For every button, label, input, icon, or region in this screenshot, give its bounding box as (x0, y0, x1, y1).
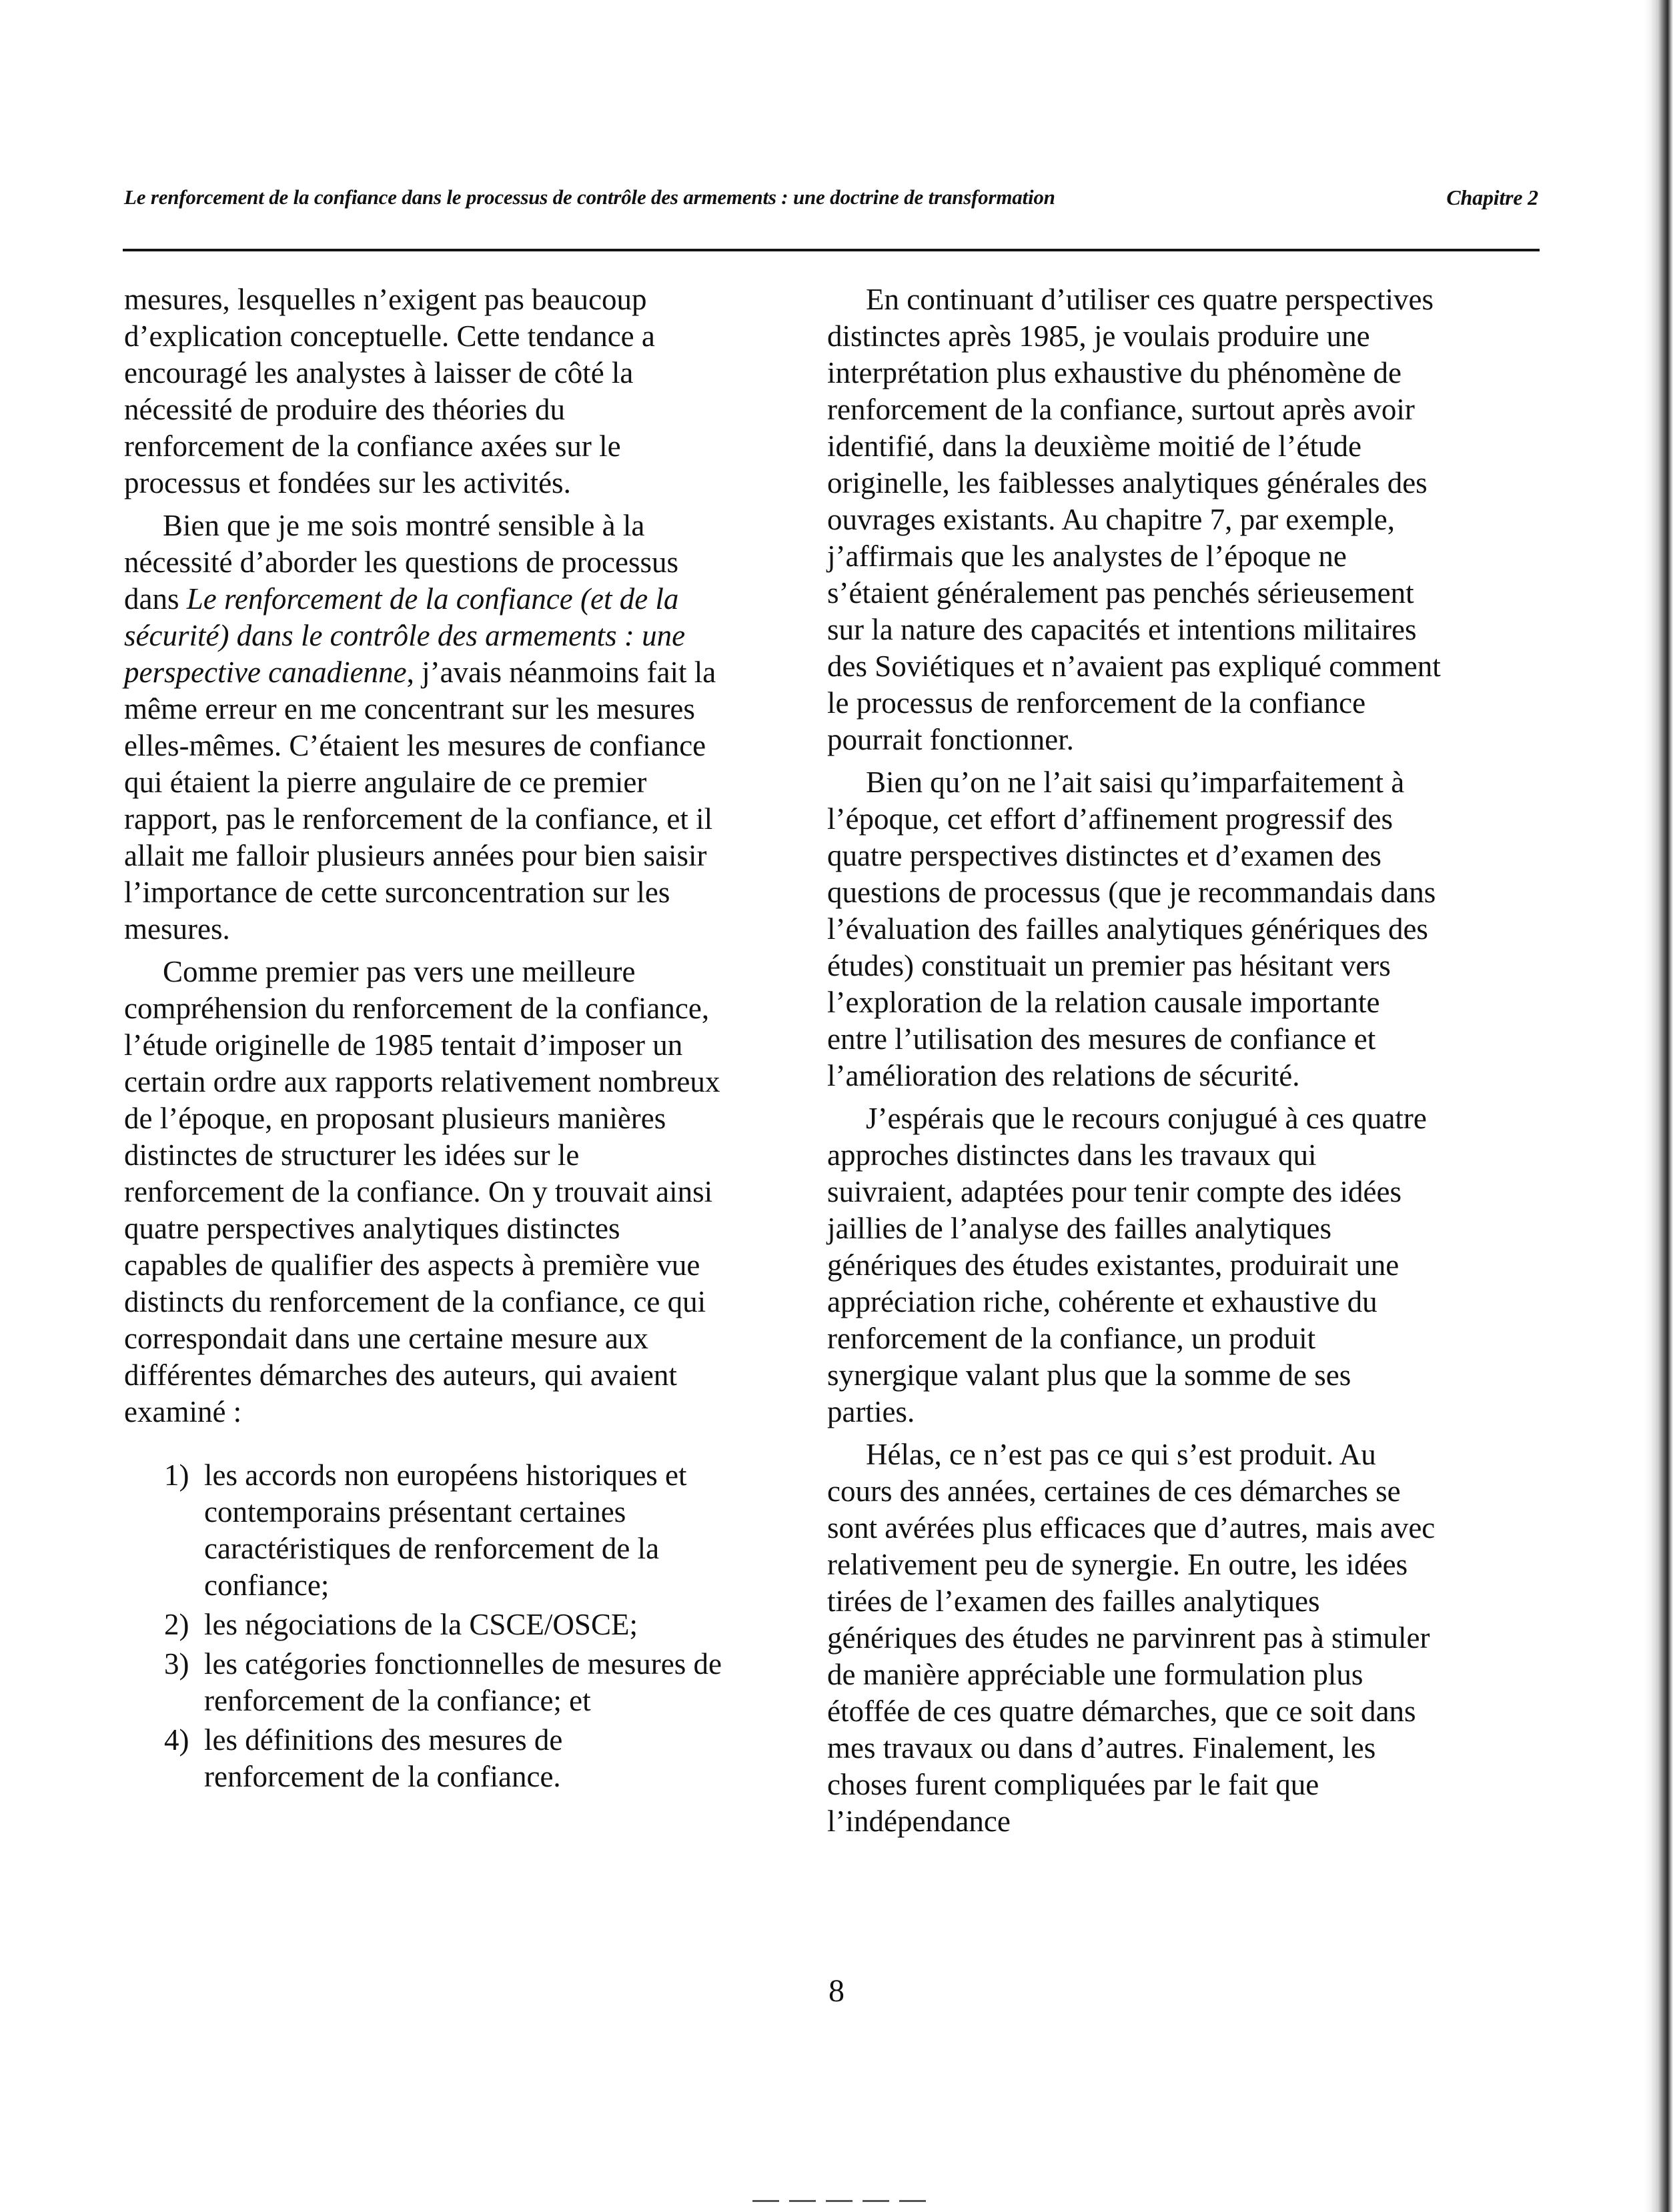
list-item (124, 1457, 724, 1604)
right-column (827, 281, 1444, 1846)
list-item-number: 2) (164, 1608, 189, 1641)
left-paragraph-1: mesures, lesquelles n’exigent pas beaucoup d’explication conceptuelle. Cette tendance a encouragé les analystes à laisser de côté la nécessité de produire des théories du renforcement de la confiance axées sur le processus et fondées sur les activités. (124, 283, 655, 499)
list-item-text: les accords non européens historiques et contemporains présentant certaines caractéristiques de renforcement de la confiance; (204, 1458, 687, 1602)
left-column (124, 281, 724, 1798)
right-paragraph-4: Hélas, ce n’est pas ce qui s’est produit. Au cours des années, certaines de ces démarches se sont avérées plus efficaces que d’autres, mais avec relativement peu de synergie. En outre, les idées tirées de l’examen des failles analytiques génériques des études ne parvinrent pas à stimuler de manière appréciable une formulation plus étoffée de ces quatre démarches, que ce soit dans mes travaux ou dans d’autres. Finalement, les choses furent compliquées par le fait que l’indépendance (827, 1438, 1436, 1838)
left-paragraph-2-start: Bien que je me sois montré sensible à la nécessité d’aborder les questions de processus dans (124, 509, 679, 616)
running-header (124, 185, 1538, 217)
left-paragraph-2-title: Le renforcement de la confiance (et de la sécurité) dans le contrôle des armements : une perspective canadienne (124, 582, 686, 689)
numbered-list (124, 1457, 724, 1795)
list-item (124, 1722, 724, 1795)
left-paragraph-2-end: , j’avais néanmoins fait la même erreur en me concentrant sur les mesures elles-mêmes. C’étaient les mesures de confiance qui étaient la pierre angulaire de ce premier rapport, pas le renforcement de la confiance, et il allait me falloir plusieurs années pour bien saisir l’importance de cette surconcentration sur les mesures. (124, 656, 716, 946)
list-item-number: 4) (164, 1723, 189, 1757)
page-number: 8 (828, 1973, 845, 2009)
right-paragraph-3: J’espérais que le recours conjugué à ces quatre approches distinctes dans les travaux qui suivraient, adaptées pour tenir compte des idées jaillies de l’analyse des failles analytiques génériques des études existantes, produirait une appréciation riche, cohérente et exhaustive du renforcement de la confiance, un produit synergique valant plus que la somme de ses parties. (827, 1102, 1427, 1428)
list-item (124, 1646, 724, 1719)
scan-bottom-marks (752, 2200, 933, 2202)
running-header-chapter: Chapitre 2 (1446, 185, 1538, 209)
scan-edge (1644, 0, 1673, 2212)
list-item-text: les catégories fonctionnelles de mesures de renforcement de la confiance; et (204, 1647, 722, 1717)
list-item-number: 3) (164, 1647, 189, 1681)
header-rule (123, 249, 1540, 251)
list-item-text: les négociations de la CSCE/OSCE; (204, 1608, 638, 1641)
right-paragraph-1: En continuant d’utiliser ces quatre perspectives distinctes après 1985, je voulais produire une interprétation plus exhaustive du phénomène de renforcement de la confiance, surtout après avoir identifié, dans la deuxième moitié de l’étude originelle, les faiblesses analytiques générales des ouvrages existants. Au chapitre 7, par exemple, j’affirmais que les analystes de l’époque ne s’étaient généralement pas penchés sérieusement sur la nature des capacités et intentions militaires des Soviétiques et n’avaient pas expliqué comment le processus de renforcement de la confiance pourrait fonctionner. (827, 283, 1441, 756)
left-paragraph-2 (124, 507, 724, 948)
right-paragraph-2: Bien qu’on ne l’ait saisi qu’imparfaitement à l’époque, cet effort d’affinement progressif des quatre perspectives distinctes et d’examen des questions de processus (que je recommandais dans l’évaluation des failles analytiques génériques des études) constituait un premier pas hésitant vers l’exploration de la relation causale importante entre l’utilisation des mesures de confiance et l’amélioration des relations de sécurité. (827, 766, 1436, 1092)
list-item (124, 1606, 724, 1643)
left-paragraph-3: Comme premier pas vers une meilleure compréhension du renforcement de la confiance, l’étude originelle de 1985 tentait d’imposer un certain ordre aux rapports relativement nombreux de l’époque, en proposant plusieurs manières distinctes de structurer les idées sur le renforcement de la confiance. On y trouvait ainsi quatre perspectives analytiques distinctes capables de qualifier des aspects à première vue distincts du renforcement de la confiance, ce qui correspondait dans une certaine mesure aux différentes démarches des auteurs, qui avaient examiné : (124, 955, 720, 1428)
running-header-title: Le renforcement de la confiance dans le processus de contrôle des armements : une doctrine de transformation (124, 185, 1055, 209)
list-item-text: les définitions des mesures de renforcement de la confiance. (204, 1723, 563, 1793)
list-item-number: 1) (164, 1458, 189, 1492)
